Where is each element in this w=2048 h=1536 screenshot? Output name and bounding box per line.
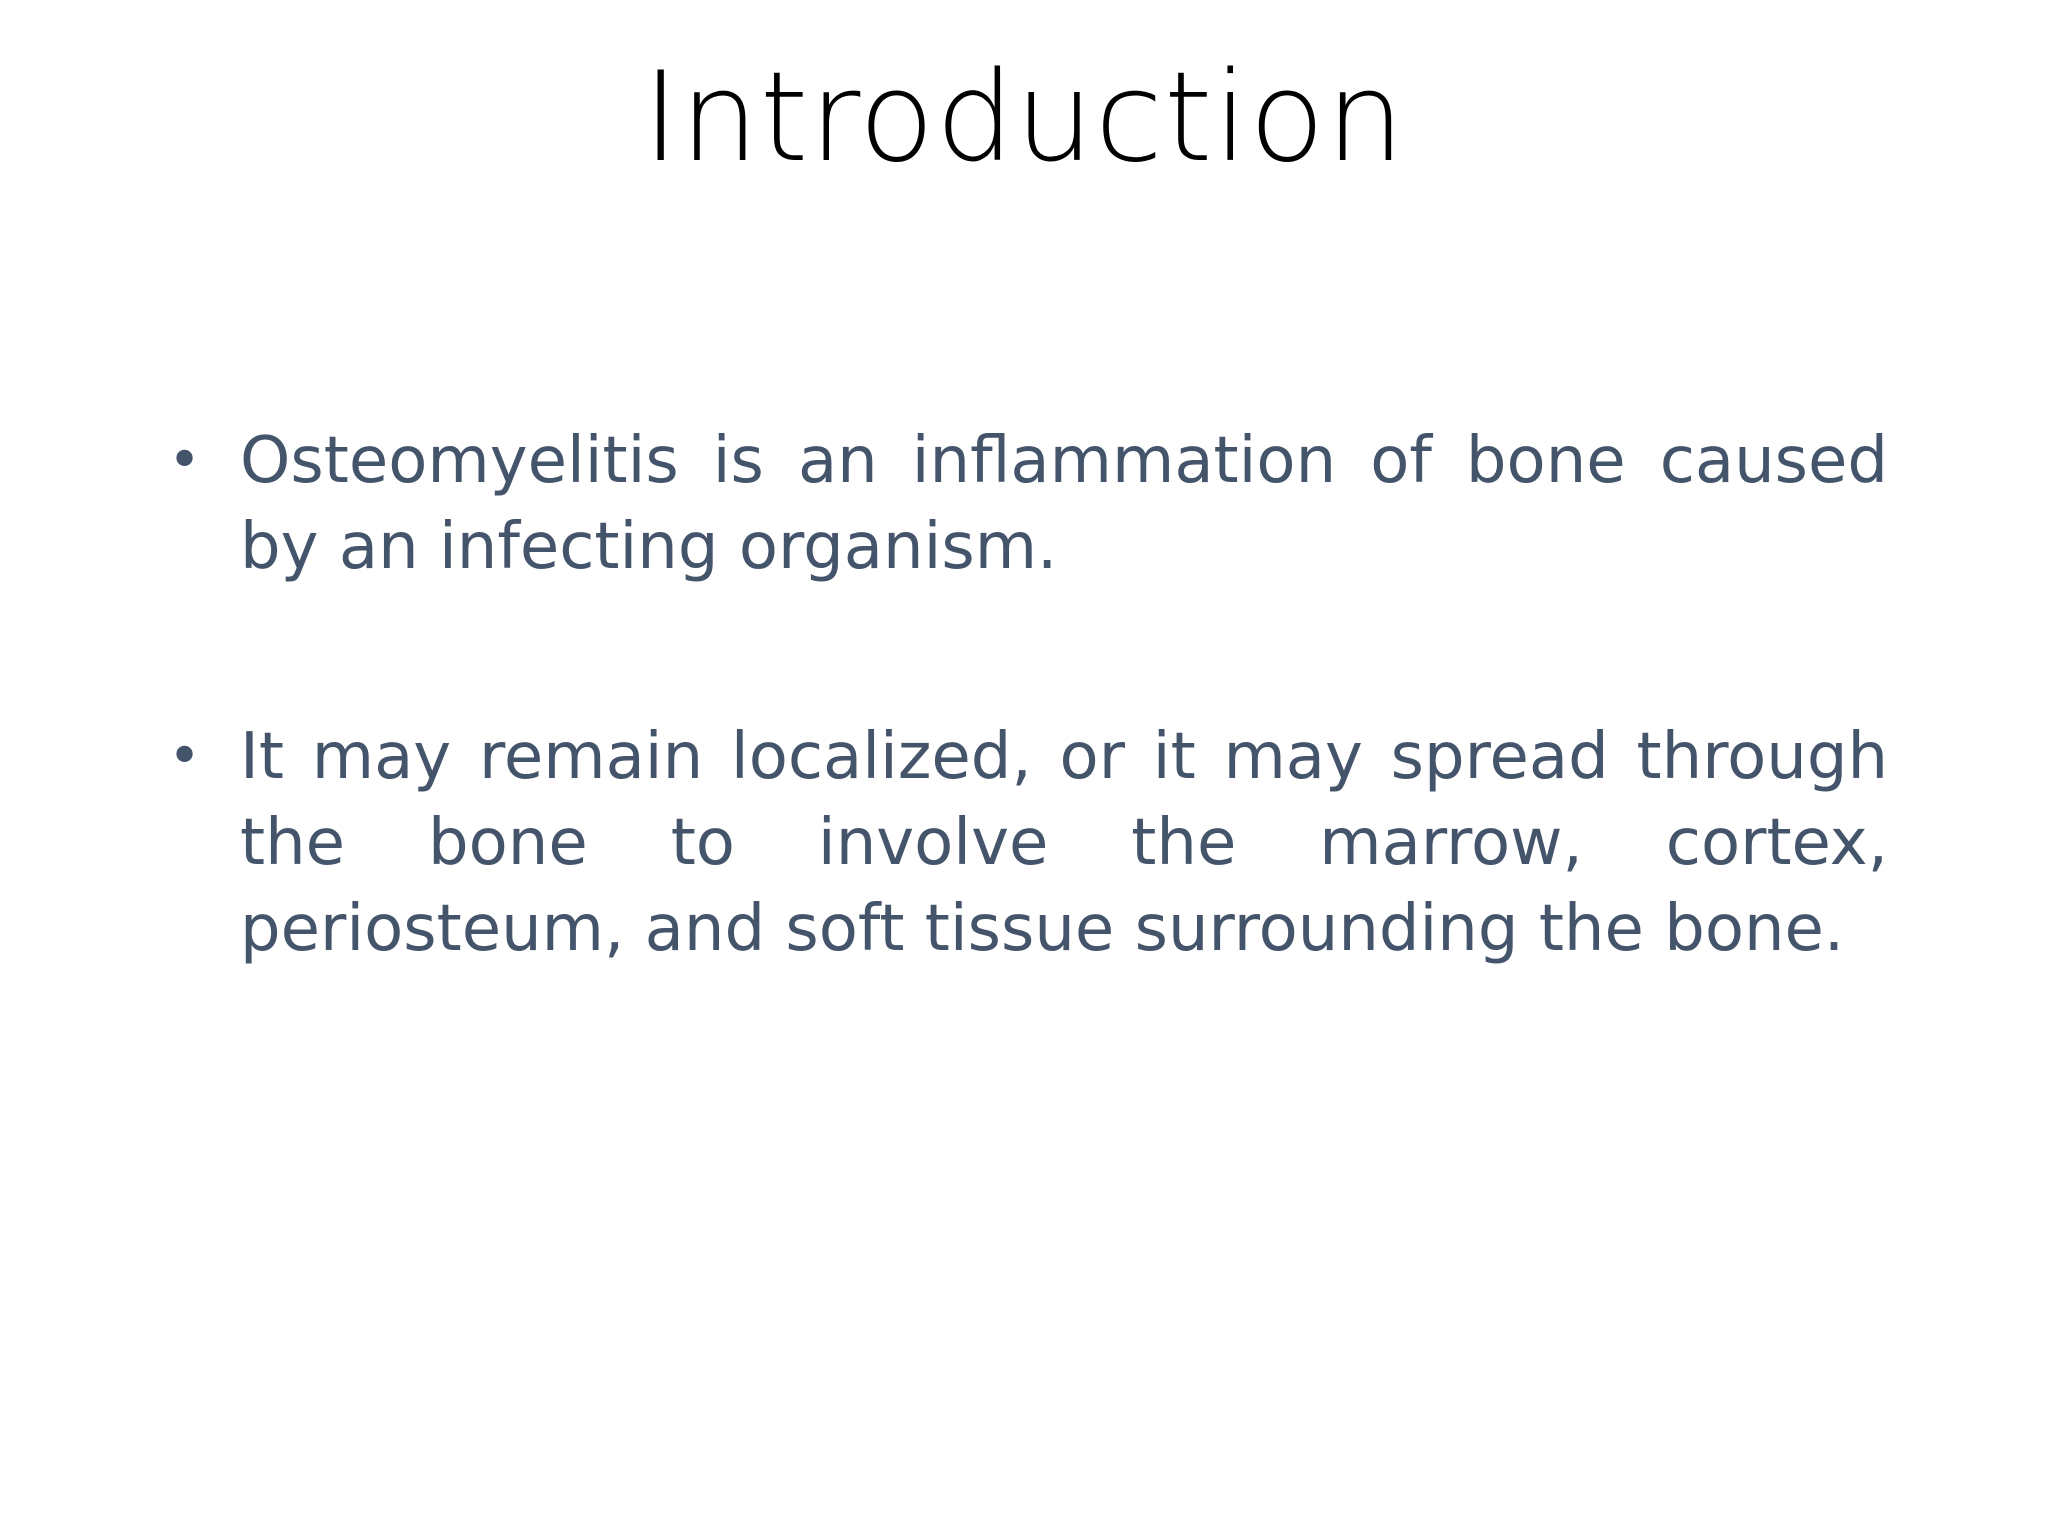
bullet-item [160, 714, 1888, 972]
bullet-marker: • [168, 428, 202, 493]
slide-title: Introduction [642, 46, 1406, 190]
bullet-list [160, 418, 1888, 1096]
bullet-item [160, 418, 1888, 590]
bullet-text: It may remain localized, or it may spread through the bone to involve the marrow, cortex, periosteum, and soft tissue surrounding the bone. [240, 720, 1888, 966]
bullet-text: Osteomyelitis is an inflammation of bone caused by an infecting organism. [240, 424, 1888, 584]
bullet-marker: • [168, 724, 202, 789]
